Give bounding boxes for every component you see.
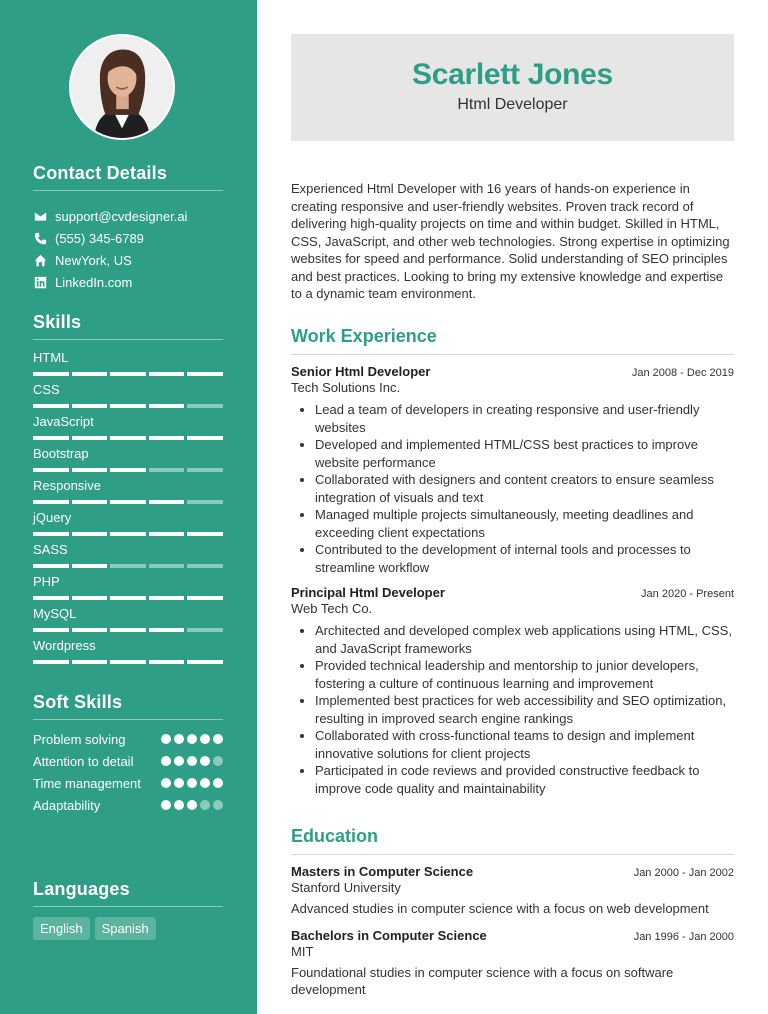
skill-level-segment: [149, 564, 185, 568]
skill-level-bar: [33, 596, 223, 600]
list-item: • Architected and developed complex web applications using HTML, CSS, and JavaScript frameworks: [315, 622, 734, 657]
list-item: • Provided technical leadership and mentorship to junior developers, fostering a culture of continuous learning and improvement: [315, 657, 734, 692]
soft-skill-name: Time management: [33, 776, 141, 791]
skills-title: Skills: [33, 312, 82, 332]
sidebar: [0, 0, 257, 1014]
skill-name: Responsive: [33, 478, 101, 493]
degree-description: Advanced studies in computer science with a focus on web development: [291, 901, 709, 916]
divider: [33, 719, 223, 720]
skill-level-segment: [33, 532, 69, 536]
soft-skill-name: Attention to detail: [33, 754, 134, 769]
skill-level-bar: [33, 436, 223, 440]
contact-email-text: support@cvdesigner.ai: [55, 208, 188, 224]
job-dates: Jan 2020 - Present: [641, 588, 734, 600]
skill-name: MySQL: [33, 606, 77, 621]
skill-level-segment: [149, 436, 185, 440]
skill-level-segment: [149, 500, 185, 504]
skill-level-segment: [110, 436, 146, 440]
skill-level-segment: [72, 468, 108, 472]
language-tags: [33, 917, 223, 940]
degree-name: Masters in Computer Science: [291, 864, 474, 879]
skill-name: PHP: [33, 574, 60, 589]
skill-level-segment: [72, 564, 108, 568]
soft-skill-item: [33, 753, 223, 770]
soft-skill-list: [33, 731, 223, 814]
skill-level-segment: [72, 532, 108, 536]
skill-name: HTML: [33, 350, 69, 365]
work-experience-section: [291, 326, 734, 797]
skill-level-segment: [72, 660, 108, 664]
rating-dot: [213, 734, 223, 744]
rating-dot: [187, 756, 197, 766]
soft-skill-name: Problem solving: [33, 732, 126, 747]
degree-dates: Jan 1996 - Jan 2000: [633, 930, 734, 943]
job-role: Senior Html Developer: [291, 364, 431, 379]
skill-level-segment: [33, 660, 69, 664]
skill-level-segment: [110, 372, 146, 376]
skill-level-segment: [33, 436, 69, 440]
languages-section: [33, 879, 223, 940]
rating-dot: [174, 756, 184, 766]
skill-level-segment: [187, 468, 223, 472]
rating-dot: [213, 756, 223, 766]
skill-level-segment: [187, 372, 223, 376]
skill-level-segment: [33, 372, 69, 376]
soft-skill-rating: [161, 778, 223, 788]
job-bullets: [291, 622, 734, 797]
skill-level-bar: [33, 404, 223, 408]
contact-phone[interactable]: [33, 227, 223, 249]
name-header: [291, 34, 734, 141]
soft-skill-item: [33, 797, 223, 814]
list-item: • Lead a team of developers in creating responsive and user-friendly websites: [315, 401, 734, 436]
education-title: Education: [291, 826, 379, 846]
rating-dot: [161, 756, 171, 766]
skill-level-segment: [149, 468, 185, 472]
skill-level-segment: [149, 372, 185, 376]
rating-dot: [200, 734, 210, 744]
contact-section: [33, 163, 223, 293]
job-title: Html Developer: [457, 96, 568, 113]
skill-level-segment: [110, 500, 146, 504]
skill-name: JavaScript: [33, 414, 94, 429]
list-item: • Collaborated with designers and content creators to ensure seamless integration of visuals and text: [315, 471, 734, 506]
skill-level-segment: [33, 596, 69, 600]
contact-linkedin-text: LinkedIn.com: [55, 274, 133, 290]
skill-item: [33, 509, 223, 541]
education-entry: [291, 864, 734, 918]
school-name: Stanford University: [291, 880, 401, 895]
education-entry: [291, 928, 734, 999]
divider: [291, 354, 734, 355]
soft-skill-name: Adaptability: [33, 798, 101, 813]
skill-level-segment: [33, 468, 69, 472]
rating-dot: [187, 778, 197, 788]
skill-level-bar: [33, 532, 223, 536]
skill-level-segment: [149, 628, 185, 632]
list-item: • Managed multiple projects simultaneously, meeting deadlines and exceeding client expectations: [315, 506, 734, 541]
skill-item: [33, 541, 223, 573]
skill-item: [33, 413, 223, 445]
profile-summary: Experienced Html Developer with 16 years of hands-on experience in creating responsive and user-friendly websites. Proven track record of delivering high-quality projects on time and within budget. Skilled in HTML, CSS, JavaScript, and other web technologies. Strong expertise in optimizing websites for speed and performance. Solid understanding of SEO principles and best practices. Looking to bring my extensive knowledge and expertise to a dynamic team environment.: [291, 181, 730, 301]
contact-list: [33, 205, 223, 293]
school-name: MIT: [291, 943, 314, 959]
divider: [33, 190, 223, 191]
skill-level-segment: [110, 468, 146, 472]
skill-level-segment: [72, 404, 108, 408]
skill-level-segment: [33, 628, 69, 632]
job-dates: Jan 2008 - Dec 2019: [631, 367, 734, 379]
skill-item: [33, 349, 223, 381]
language-tag: Spanish: [95, 917, 156, 940]
rating-dot: [187, 800, 197, 810]
rating-dot: [200, 778, 210, 788]
rating-dot: [213, 778, 223, 788]
list-item: • Implemented best practices for web accessibility and SEO optimization, resulting in improved search engine rankings: [315, 692, 734, 727]
soft-skill-item: [33, 775, 223, 792]
list-item: • Developed and implemented HTML/CSS best practices to improve website performance: [315, 436, 734, 471]
job-entry: [291, 585, 734, 797]
contact-title: Contact Details: [33, 163, 168, 183]
job-entry: [291, 364, 734, 576]
work-title: Work Experience: [291, 326, 437, 346]
skill-item: [33, 573, 223, 605]
job-company: Web Tech Co.: [291, 601, 373, 616]
skill-level-segment: [149, 596, 185, 600]
list-item: • Collaborated with cross-functional teams to design and implement innovative solutions for client projects: [315, 727, 734, 762]
skill-level-segment: [72, 500, 108, 504]
rating-dot: [161, 778, 171, 788]
contact-email[interactable]: [33, 205, 223, 227]
skill-level-segment: [110, 628, 146, 632]
skill-level-segment: [187, 564, 223, 568]
rating-dot: [161, 800, 171, 810]
home-icon: [33, 253, 47, 267]
degree-description: Foundational studies in computer science with a focus on software development: [291, 964, 674, 997]
skill-level-segment: [149, 660, 185, 664]
rating-dot: [187, 734, 197, 744]
skill-name: jQuery: [33, 510, 72, 525]
soft-skill-item: [33, 731, 223, 748]
skill-level-segment: [33, 404, 69, 408]
list-item: • Participated in code reviews and provided constructive feedback to improve code quality and maintainability: [315, 762, 734, 797]
list-item: • Contributed to the development of internal tools and processes to streamline workflow: [315, 541, 734, 576]
soft-skill-rating: [161, 734, 223, 744]
rating-dot: [174, 734, 184, 744]
contact-linkedin[interactable]: [33, 271, 223, 293]
skill-level-segment: [72, 436, 108, 440]
skill-level-segment: [187, 660, 223, 664]
divider: [33, 906, 223, 907]
skill-level-segment: [187, 532, 223, 536]
soft-skill-rating: [161, 800, 223, 810]
languages-title: Languages: [33, 879, 130, 899]
skill-level-segment: [110, 532, 146, 536]
skill-level-bar: [33, 500, 223, 504]
skill-item: [33, 381, 223, 413]
rating-dot: [213, 800, 223, 810]
contact-location: [33, 249, 223, 271]
skill-level-segment: [149, 532, 185, 536]
profile-photo: [71, 36, 173, 138]
skill-level-segment: [110, 404, 146, 408]
skill-level-segment: [187, 436, 223, 440]
skill-level-segment: [187, 404, 223, 408]
avatar: [69, 34, 175, 140]
education-section: [291, 826, 734, 999]
full-name: Scarlett Jones: [412, 58, 613, 91]
skill-item: [33, 637, 223, 669]
rating-dot: [200, 756, 210, 766]
skill-level-segment: [72, 628, 108, 632]
skill-level-segment: [33, 564, 69, 568]
skill-item: [33, 605, 223, 637]
soft-skill-rating: [161, 756, 223, 766]
skill-level-segment: [187, 628, 223, 632]
skill-item: [33, 445, 223, 477]
skill-level-segment: [110, 596, 146, 600]
job-bullets: [291, 401, 734, 576]
skill-level-segment: [72, 372, 108, 376]
linkedin-icon: [33, 275, 47, 289]
skill-level-bar: [33, 468, 223, 472]
rating-dot: [174, 778, 184, 788]
degree-name: Bachelors in Computer Science: [291, 927, 487, 943]
skill-level-segment: [110, 564, 146, 568]
contact-phone-text: (555) 345-6789: [55, 230, 144, 246]
skill-name: Bootstrap: [33, 446, 89, 461]
skill-level-segment: [33, 500, 69, 504]
skill-level-segment: [187, 500, 223, 504]
skill-level-bar: [33, 660, 223, 664]
degree-dates: Jan 2000 - Jan 2002: [633, 867, 734, 879]
contact-location-text: NewYork, US: [55, 252, 132, 268]
soft-skills-title: Soft Skills: [33, 692, 123, 712]
job-role: Principal Html Developer: [291, 585, 445, 600]
skill-name: Wordpress: [33, 638, 96, 653]
phone-icon: [33, 231, 47, 245]
envelope-icon: [33, 209, 47, 223]
soft-skills-section: [33, 692, 223, 819]
skill-item: [33, 477, 223, 509]
rating-dot: [174, 800, 184, 810]
skill-level-bar: [33, 372, 223, 376]
skill-name: SASS: [33, 542, 68, 557]
skill-name: CSS: [33, 382, 60, 397]
skill-list: [33, 349, 223, 669]
rating-dot: [161, 734, 171, 744]
skill-level-segment: [149, 404, 185, 408]
rating-dot: [200, 800, 210, 810]
divider: [33, 339, 223, 340]
skill-level-segment: [72, 596, 108, 600]
divider: [291, 854, 734, 855]
skill-level-bar: [33, 628, 223, 632]
skills-section: [33, 312, 223, 669]
skill-level-segment: [110, 660, 146, 664]
language-tag: English: [33, 917, 90, 940]
skill-level-segment: [187, 596, 223, 600]
skill-level-bar: [33, 564, 223, 568]
job-company: Tech Solutions Inc.: [291, 380, 401, 395]
